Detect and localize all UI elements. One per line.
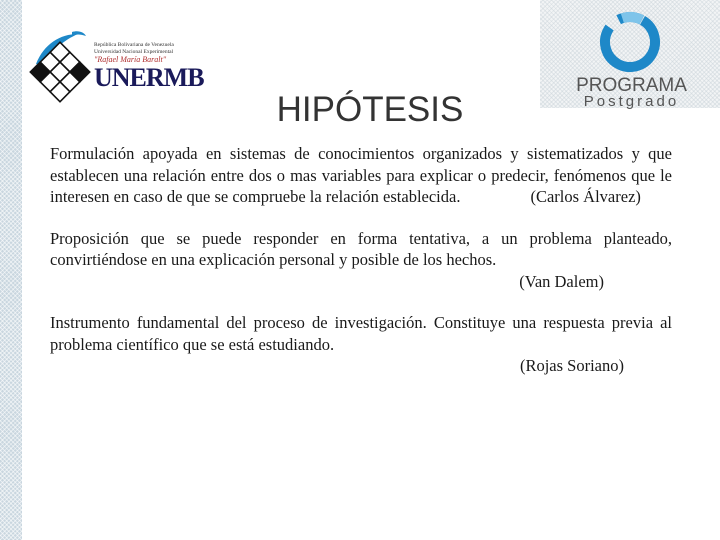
page-title: HIPÓTESIS: [276, 90, 464, 129]
definitions-content: [50, 143, 672, 397]
programa-ring-icon: [560, 6, 700, 76]
decorative-left-strip: [0, 0, 22, 540]
citation-rojas-soriano: (Rojas Soriano): [519, 356, 624, 375]
unermb-wordmark: UNERMB: [94, 63, 204, 92]
definition-text-2: Proposición que se puede responder en forma tentativa, a un problema planteado, convirtiéndose en una explicación personal y posible de los hechos.: [50, 228, 672, 269]
unermb-text-block: [94, 42, 214, 91]
definition-paragraph-2: [50, 228, 672, 293]
unermb-line-2: Universidad Nacional Experimental: [94, 48, 174, 55]
definition-paragraph-1: [50, 143, 672, 208]
unermb-line-1: República Bolivariana de Venezuela: [94, 42, 174, 48]
definition-paragraph-3: [50, 312, 672, 377]
programa-label: PROGRAMA: [576, 75, 687, 96]
unermb-line-3: "Rafael María Baralt": [94, 55, 167, 64]
definition-text-1: Formulación apoyada en sistemas de conocimientos organizados y sistematizados y que establecen una relación entre dos o mas variables para explicar o predecir, fenómenos que le interesen en caso de que se compruebe la relación establecida.: [50, 144, 672, 206]
citation-alvarez: (Carlos Álvarez): [530, 187, 641, 206]
citation-van-dalem: (Van Dalem): [519, 271, 604, 291]
postgrado-label: Postgrado: [583, 93, 680, 110]
definition-text-3: Instrumento fundamental del proceso de investigación. Constituye una respuesta previa al problema científico que se está estudiando.: [50, 313, 672, 354]
